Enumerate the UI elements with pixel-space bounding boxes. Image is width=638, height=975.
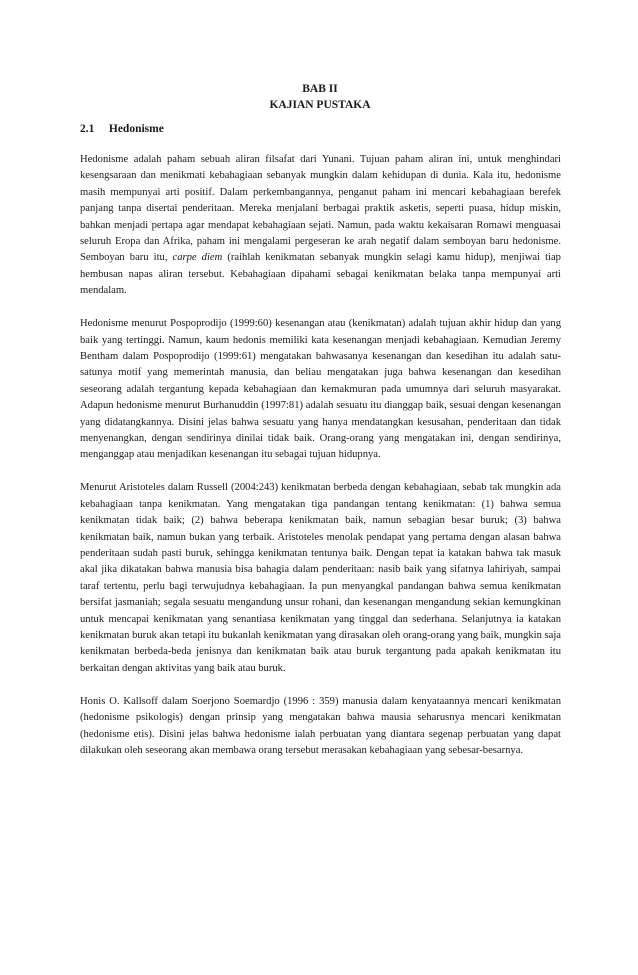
chapter-number: BAB II xyxy=(302,83,338,95)
paragraph-hedonism-definition xyxy=(80,152,561,300)
paragraph-kallsoff: Honis O. Kallsoff dalam Soerjono Soemardjo (1996 : 359) manusia dalam kenyataannya mencari kenikmatan (hedonisme psikologis) dengan prinsip yang mengatakan bahwa mausia seharusnya mencari kenikmatan (hedonisme etis). Disini jelas bahwa hedonisme ialah perbuatan yang diantara segenap perbuatan yang dapat dilakukan oleh seseorang akan membawa orang tersebut merasakan kebahagiaan yang sebesar-besarnya. xyxy=(80,695,561,756)
paragraph-1-text-before-italic: Hedonisme adalah paham sebuah aliran filsafat dari Yunani. Tujuan paham aliran ini, untuk menghindari kesengsaraan dan menikmati kebahagiaan sebanyak mungkin dalam kehidupan di dunia. Kala itu, hedonisme masih mempunyai arti positif. Dalam perkembangannya, penganut paham ini mencari kebahagiaan berefek panjang tanpa disertai penderitaan. Mereka menjalani berbagai praktik asketis, seperti puasa, hidup miskin, bahkan menjadi pertapa agar mendapat kebahagiaan sejati. Namun, pada waktu kekaisaran Romawi menguasai seluruh Eropa dan Afrika, paham ini mengalami pergeseran ke arah negatif dalam semboyan baru hedonisme. Semboyan baru itu, xyxy=(80,154,561,264)
section-heading xyxy=(80,121,164,137)
italic-phrase-carpe-diem: carpe diem xyxy=(172,252,223,264)
paragraph-1-text-after-italic: (raihlah kenikmatan sebanyak mungkin selagi kamu hidup), menjiwai tiap hembusan napas aliran tersebut. Kebahagiaan dipahami sebagai kenikmatan belaka tanpa mempunyai arti mendalam. xyxy=(80,252,561,297)
section-title: Hedonisme xyxy=(108,123,164,135)
paragraph-pospoprodijo: Hedonisme menurut Pospoprodijo (1999:60) kesenangan atau (kenikmatan) adalah tujuan akhir hidup dan yang baik yang tertinggi. Namun, kaum hedonis memiliki kata kesenangan menjadi kebahagiaan. Kemudian Jeremy Bentham dalam Pospoprodijo (1999:61) mengatakan bahwasanya kesenangan dan kesedihan itu adalah satu-satunya motif yang memerintah manusia, dan beliau mengatakan juga bahwa kesenangan dan kesedihan seseorang adalah tergantung kepada kebahagiaan dan kemakmuran pada umumnya dari seluruh masyarakat. Adapun hedonisme menurut Burhanuddin (1997:81) adalah sesuatu itu dianggap baik, sesuai dengan kesenangan yang didatangkannya. Disini jelas bahwa sesuatu yang hanya mendatangkan kesusahan, penderitaan dan tidak menyenangkan, dengan sendirinya dinilai tidak baik. Orang-orang yang mengatakan ini, dengan sendirinya, menganggap atau menjadikan kesenangan itu sebagai tujuan hidupnya. xyxy=(80,318,561,461)
body-text xyxy=(80,152,561,776)
section-number: 2.1 xyxy=(80,123,95,135)
paragraph-aristoteles: Menurut Aristoteles dalam Russell (2004:243) kenikmatan berbeda dengan kebahagiaan, sebab tak mungkin ada kebahagiaan tanpa kenikmatan. Yang mengatakan tiga pandangan tentang kenikmatan: (1) bahwa semua kenikmatan tidak baik; (2) bahwa beberapa kenikmatan baik, namun sebagian besar buruk; (3) bahwa kenikmatan baik, namun bukan yang terbaik. Aristoteles menolak pendapat yang pertama dengan alasan bahwa penderitaan sudah pasti buruk, sehingga kenikmatan tentunya baik. Dengan tepat ia katakan bahwa tak masuk akal jika dikatakan bahwa manusia bisa bahagia dalam penderitaan: nasib baik yang sifatnya lahiriyah, sampai taraf tertentu, perlu bagi terwujudnya kebahagiaan. Ia pun menyangkal pandangan bahwa semua kenikmatan bersifat jasmaniah; segala sesuatu mengandung unsur rohani, dan kesenangan mengandung sekian kemungkinan untuk mencapai kenikmatan yang senantiasa kenikmatan yang tinggal dan sederhana. Selanjutnya ia katakan kenikmatan buruk akan tetapi itu bukanlah kenikmatan yang dirasakan oleh orang-orang yang baik, mungkin saja kenikmatan berbeda-beda jenisnya dan kenikmatan baik atau buruk tergantung pada apakah kenikmatan itu berkaitan dengan aktivitas yang baik atau buruk. xyxy=(80,482,561,674)
chapter-title: KAJIAN PUSTAKA xyxy=(269,99,371,111)
